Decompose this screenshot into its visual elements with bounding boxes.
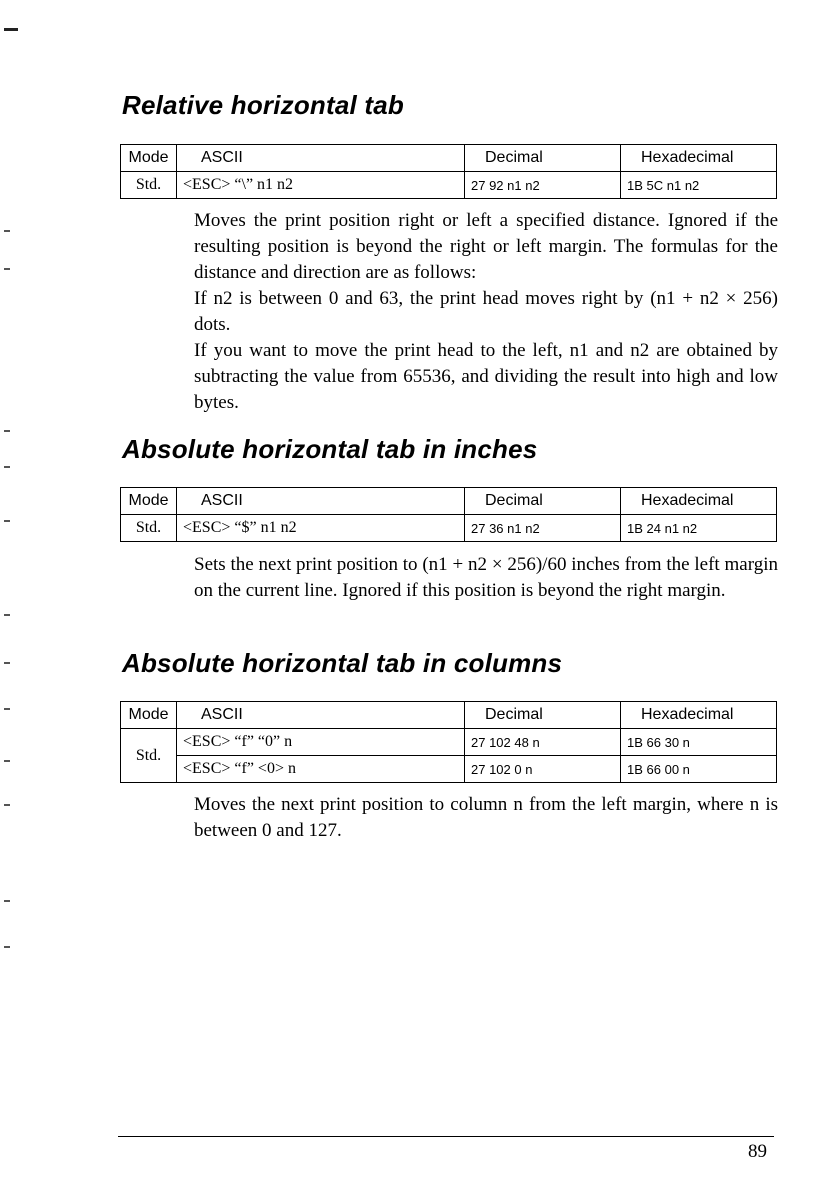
- header-decimal: Decimal: [465, 145, 621, 172]
- decimal-cell: 27 92 n1 n2: [465, 172, 621, 199]
- hex-cell: 1B 66 30 n: [621, 729, 777, 756]
- decimal-cell: 27 102 0 n: [465, 756, 621, 783]
- table-header-row: [121, 702, 777, 729]
- header-ascii: ASCII: [177, 702, 465, 729]
- scan-artifact: [4, 614, 10, 616]
- scan-artifact: [4, 946, 10, 948]
- mode-cell: Std.: [121, 172, 177, 199]
- header-mode: Mode: [121, 145, 177, 172]
- header-hex: Hexadecimal: [621, 145, 777, 172]
- table-row: [121, 729, 777, 756]
- header-decimal: Decimal: [465, 702, 621, 729]
- paragraph: If n2 is between 0 and 63, the print head moves right by (n1 + n2 × 256) dots.: [194, 288, 778, 335]
- header-mode: Mode: [121, 702, 177, 729]
- header-ascii: ASCII: [177, 488, 465, 515]
- scan-artifact: [4, 466, 10, 468]
- paragraph: Sets the next print position to (n1 + n2 × 256)/60 inches from the left margin on the current line. Ignored if this position is beyond the right margin.: [194, 554, 778, 601]
- scan-artifact: [4, 900, 10, 902]
- section-title: Absolute horizontal tab in inches: [122, 434, 538, 464]
- scan-artifact: [4, 28, 18, 31]
- footer-rule: [118, 1136, 774, 1137]
- section-body: [194, 208, 778, 416]
- paragraph: Moves the next print position to column n from the left margin, where n is between 0 and 127.: [194, 794, 778, 841]
- header-mode: Mode: [121, 488, 177, 515]
- decimal-cell: 27 36 n1 n2: [465, 515, 621, 542]
- mode-cell: Std.: [121, 515, 177, 542]
- hex-cell: 1B 5C n1 n2: [621, 172, 777, 199]
- hex-cell: 1B 66 00 n: [621, 756, 777, 783]
- command-table: [120, 701, 777, 783]
- scan-artifact: [4, 760, 10, 762]
- header-hex: Hexadecimal: [621, 488, 777, 515]
- header-hex: Hexadecimal: [621, 702, 777, 729]
- paragraph: Moves the print position right or left a specified distance. Ignored if the resulting position is beyond the right or left margin. The formulas for the distance and direction are as follows:: [194, 210, 778, 283]
- mode-cell: Std.: [121, 729, 177, 783]
- scan-artifact: [4, 662, 10, 664]
- table-header-row: [121, 488, 777, 515]
- scan-artifact: [4, 268, 10, 270]
- section-body: [194, 792, 778, 844]
- table-header-row: [121, 145, 777, 172]
- table-row: [121, 515, 777, 542]
- scan-artifact: [4, 520, 10, 522]
- scan-artifact: [4, 708, 10, 710]
- scan-artifact: [4, 230, 10, 232]
- paragraph: If you want to move the print head to the left, n1 and n2 are obtained by subtracting the value from 65536, and dividing the result into high and low bytes.: [194, 340, 778, 413]
- scan-artifact: [4, 804, 10, 806]
- ascii-cell: <ESC> “$” n1 n2: [177, 515, 465, 542]
- page-number: 89: [748, 1141, 767, 1162]
- section-title: Absolute horizontal tab in columns: [122, 648, 563, 678]
- table-row: [121, 756, 777, 783]
- table-row: [121, 172, 777, 199]
- ascii-cell: <ESC> “\” n1 n2: [177, 172, 465, 199]
- hex-cell: 1B 24 n1 n2: [621, 515, 777, 542]
- command-table: [120, 144, 777, 199]
- decimal-cell: 27 102 48 n: [465, 729, 621, 756]
- command-table: [120, 487, 777, 542]
- section-title: Relative horizontal tab: [122, 90, 404, 120]
- scan-artifact: [4, 430, 10, 432]
- header-decimal: Decimal: [465, 488, 621, 515]
- section-body: [194, 552, 778, 604]
- ascii-cell: <ESC> “f” <0> n: [177, 756, 465, 783]
- ascii-cell: <ESC> “f” “0” n: [177, 729, 465, 756]
- header-ascii: ASCII: [177, 145, 465, 172]
